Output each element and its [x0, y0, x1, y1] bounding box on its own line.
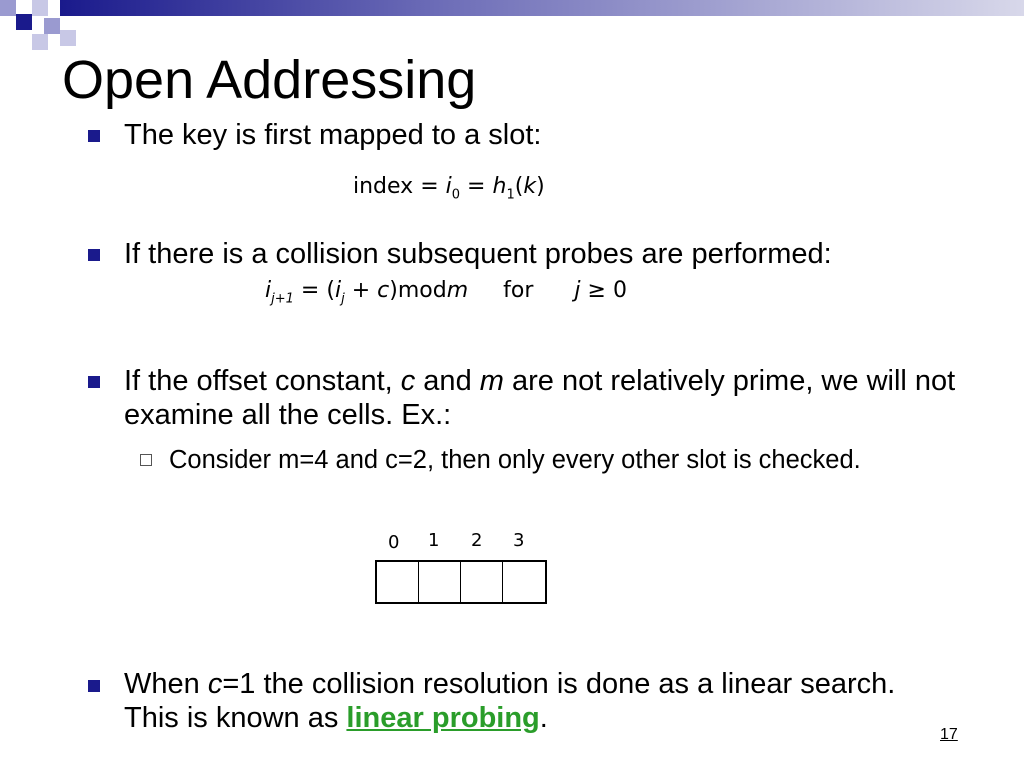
- page-number: 17: [940, 726, 958, 743]
- title-decoration-bar: [0, 0, 1024, 50]
- slot-index-0: 0: [388, 532, 400, 553]
- slot-index-3: 3: [513, 530, 525, 551]
- bullet-text-1: The key is first mapped to a slot:: [124, 119, 542, 151]
- slot-index-1: 1: [428, 530, 440, 551]
- bullet-marker: [88, 680, 100, 692]
- slot-cell: [503, 562, 545, 602]
- slot-cell: [461, 562, 503, 602]
- slot-cell: [377, 562, 419, 602]
- formula-index: index = $i_0 = h_1(k)$: [353, 174, 545, 203]
- slot-cell: [419, 562, 461, 602]
- sub-bullet-text: Consider m=4 and c=2, then only every other slot is checked.: [169, 446, 861, 474]
- bullet-marker: [88, 130, 100, 142]
- sub-bullet-marker: [140, 454, 152, 466]
- bullet-marker: [88, 376, 100, 388]
- slot-index-2: 2: [471, 530, 483, 551]
- slide-title: Open Addressing: [62, 50, 477, 110]
- bullet-text-3: If the offset constant, c and m are not relatively prime, we will not examine all the cells. Ex.:: [124, 365, 956, 431]
- linear-probing-link[interactable]: linear probing: [346, 702, 540, 734]
- hash-table-slots: [375, 560, 547, 604]
- bullet-text-2: If there is a collision subsequent probes are performed:: [124, 238, 832, 270]
- bullet-text-4: When c=1 the collision resolution is done as a linear search. This is known as linear probing.: [124, 668, 896, 734]
- bullet-marker: [88, 249, 100, 261]
- formula-probe: $i_{j+1} = (i_j$ + c)modm for j ≥ 0: [265, 278, 627, 307]
